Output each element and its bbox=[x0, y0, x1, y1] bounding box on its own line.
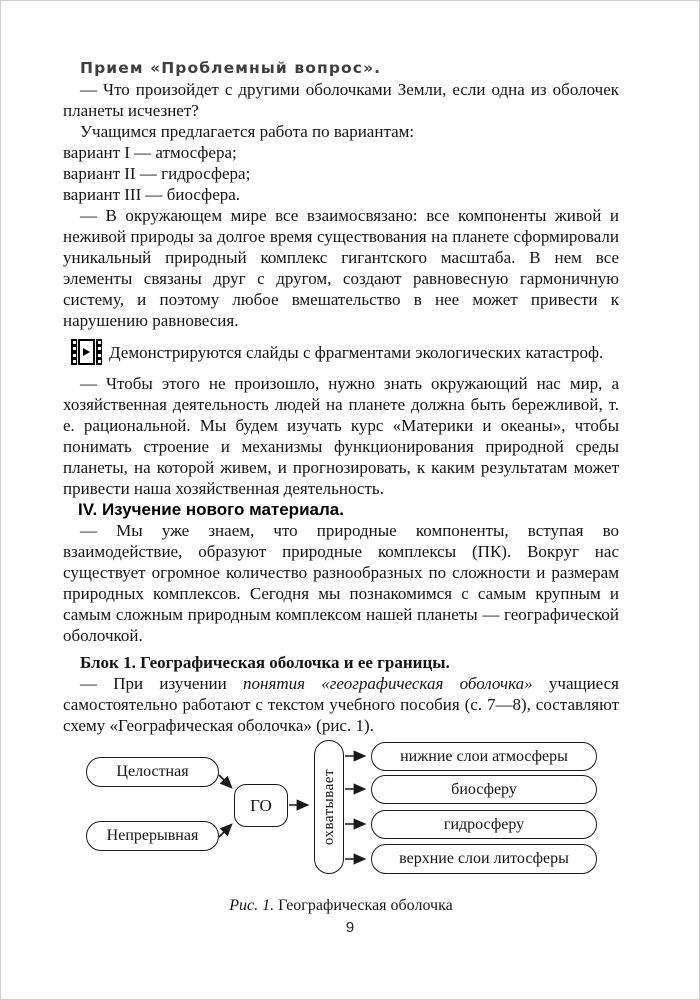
heading-block1: Блок 1. Географическая оболочка и ее границы. bbox=[80, 653, 450, 672]
variants-intro: Учащимся предлагается работа по вариантам: bbox=[80, 122, 415, 141]
variant-line-1: вариант I — атмосфера; bbox=[63, 143, 237, 162]
diagram-box-go: ГО bbox=[234, 784, 288, 827]
problem-question-paragraph: — Что произойдет с другими оболочками Земли, если одна из оболочек планеты исчезнет? bbox=[63, 80, 619, 120]
ecosystem-paragraph: — В окружающем мире все взаимосвязано: все компоненты живой и неживой природы за долгое время существования на планете сформировали уникальный природный комплекс гигантского масштаба. В нем все элементы связаны друг с другом, создают равновесную гармоничную систему, и поэтому любое вмешательство в нее может привести к нарушению равновесия. bbox=[63, 206, 619, 330]
variant-line-3: вариант III — биосфера. bbox=[63, 185, 241, 204]
filmstrip-play-icon bbox=[71, 339, 102, 365]
pk-paragraph: — Мы уже знаем, что природные компоненты, вступая во взаимодействие, образуют природные комплексы (ПК). Вокруг нас существует огромное количество разнообразных по сложности и размерам природных комплексов. Сегодня мы познакомимся с самым крупным и самым сложным природным комплексом нашей планеты — географической оболочкой. bbox=[63, 521, 619, 645]
geographic-shell-diagram bbox=[63, 740, 619, 880]
study-paragraph-pre: — При изучении bbox=[80, 674, 244, 693]
heading-method: Прием «Проблемный вопрос». bbox=[80, 59, 382, 77]
study-paragraph-term: понятия «географическая оболочка» bbox=[243, 674, 533, 693]
diagram-box-encompasses bbox=[314, 740, 344, 874]
filmstrip-left-edge bbox=[71, 339, 77, 365]
text-column bbox=[63, 57, 619, 916]
figure-caption-label: Рис. 1. bbox=[229, 897, 275, 914]
play-triangle-icon bbox=[83, 348, 90, 356]
diagram-box-atmosphere: нижние слои атмосферы bbox=[371, 742, 597, 771]
figure-caption bbox=[63, 895, 619, 916]
study-paragraph bbox=[63, 673, 619, 736]
conclusion-paragraph: — Чтобы этого не произошло, нужно знать окружающий нас мир, а хозяйственная деятельность людей на планете должна быть бережливой, т. е. рациональной. Мы будем изучать курс «Материки и океаны», чтобы понимать строение и механизмы функционирования природной среды планеты, на которой живем, и прогнозировать, к каким результатам может привести наша хозяйственная деятельность. bbox=[63, 374, 619, 498]
diagram-box-integral: Целостная bbox=[86, 757, 219, 787]
diagram-box-lithosphere: верхние слои литосферы bbox=[371, 844, 597, 874]
media-note bbox=[63, 339, 619, 365]
study-paragraph-post: учащиеся самостоятельно работают с текстом учебного пособия (с. 7—8), составляют схему «Географическая оболочка» (рис. 1). bbox=[63, 674, 620, 735]
media-note-text: Демонстрируются слайды с фрагментами экологических катастроф. bbox=[109, 342, 604, 362]
diagram-box-hydrosphere: гидросферу bbox=[371, 810, 597, 839]
encompasses-label: охватывает bbox=[320, 768, 337, 846]
page-number: 9 bbox=[345, 919, 355, 936]
diagram-box-biosphere: биосферу bbox=[371, 775, 597, 804]
filmstrip-right-edge bbox=[96, 339, 102, 365]
diagram-box-continuous: Непрерывная bbox=[86, 821, 219, 851]
figure-caption-text: Географическая оболочка bbox=[274, 897, 453, 914]
variant-line-2: вариант II — гидросфера; bbox=[63, 164, 251, 183]
heading-new-material: IV. Изучение нового материала. bbox=[78, 500, 344, 519]
play-frame bbox=[78, 339, 95, 365]
